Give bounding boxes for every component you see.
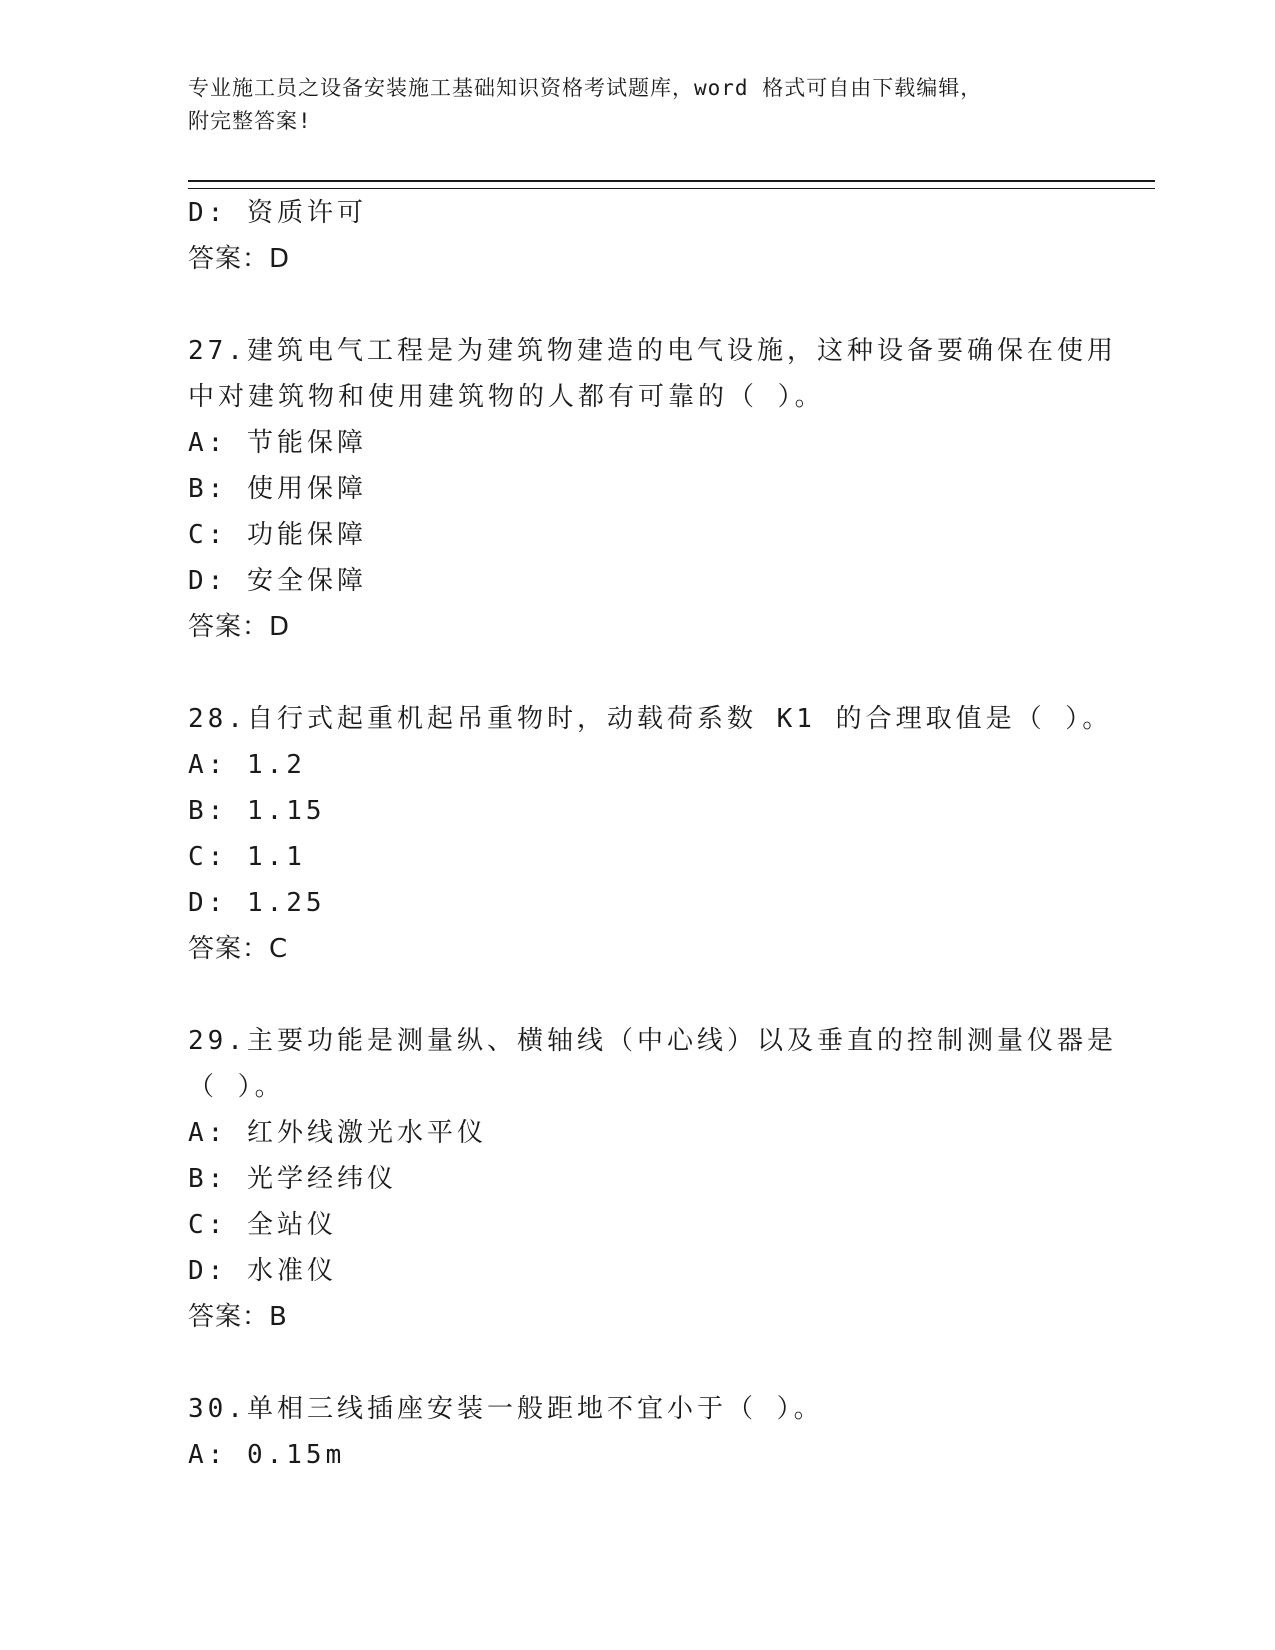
question-30 bbox=[188, 1386, 1108, 1478]
q29-stem-line-1: 29.主要功能是测量纵、横轴线（中心线）以及垂直的控制测量仪器是 bbox=[188, 1026, 1117, 1056]
q27-option-d: D: 安全保障 bbox=[188, 566, 367, 596]
question-28 bbox=[188, 696, 1113, 972]
header-title-line-1: 专业施工员之设备安装施工基础知识资格考试题库，word 格式可自由下载编辑， bbox=[188, 76, 983, 100]
q29-option-d: D: 水准仪 bbox=[188, 1256, 337, 1286]
q28-option-b: B: 1.15 bbox=[188, 796, 326, 826]
question-27 bbox=[188, 328, 1117, 650]
q29-option-a: A: 红外线激光水平仪 bbox=[188, 1118, 487, 1148]
q28-stem-line-1: 28.自行式起重机起吊重物时，动载荷系数 K1 的合理取值是（ ）。 bbox=[188, 704, 1113, 734]
q28-answer: 答案：C bbox=[188, 934, 289, 964]
question-26 bbox=[188, 190, 1108, 282]
q29-option-b: B: 光学经纬仪 bbox=[188, 1164, 397, 1194]
spacer bbox=[188, 650, 1108, 696]
header-title-line-2: 附完整答案! bbox=[188, 109, 312, 133]
spacer bbox=[188, 972, 1108, 1018]
spacer bbox=[188, 1340, 1108, 1386]
q27-answer: 答案：D bbox=[188, 612, 291, 642]
q27-option-a: A: 节能保障 bbox=[188, 428, 367, 458]
q27-stem-line-2: 中对建筑物和使用建筑物的人都有可靠的（ ）。 bbox=[188, 382, 825, 412]
q29-stem-line-2: （ ）。 bbox=[188, 1072, 285, 1102]
q29-option-c: C: 全站仪 bbox=[188, 1210, 337, 1240]
q26-answer: 答案：D bbox=[188, 244, 291, 274]
q27-stem-line-1: 27.建筑电气工程是为建筑物建造的电气设施，这种设备要确保在使用 bbox=[188, 336, 1117, 366]
header-divider bbox=[188, 180, 1155, 189]
spacer bbox=[188, 282, 1108, 328]
q30-stem-line-1: 30.单相三线插座安装一般距地不宜小于（ ）。 bbox=[188, 1394, 824, 1424]
q27-option-c: C: 功能保障 bbox=[188, 520, 367, 550]
q30-option-a: A: 0.15m bbox=[188, 1440, 346, 1470]
q28-option-c: C: 1.1 bbox=[188, 842, 306, 872]
q28-option-d: D: 1.25 bbox=[188, 888, 326, 918]
q26-option-d: D: 资质许可 bbox=[188, 198, 367, 228]
q28-option-a: A: 1.2 bbox=[188, 750, 306, 780]
q27-option-b: B: 使用保障 bbox=[188, 474, 367, 504]
question-list bbox=[188, 190, 1117, 1478]
question-29 bbox=[188, 1018, 1117, 1340]
q29-answer: 答案：B bbox=[188, 1302, 288, 1332]
document-header bbox=[188, 72, 1088, 138]
